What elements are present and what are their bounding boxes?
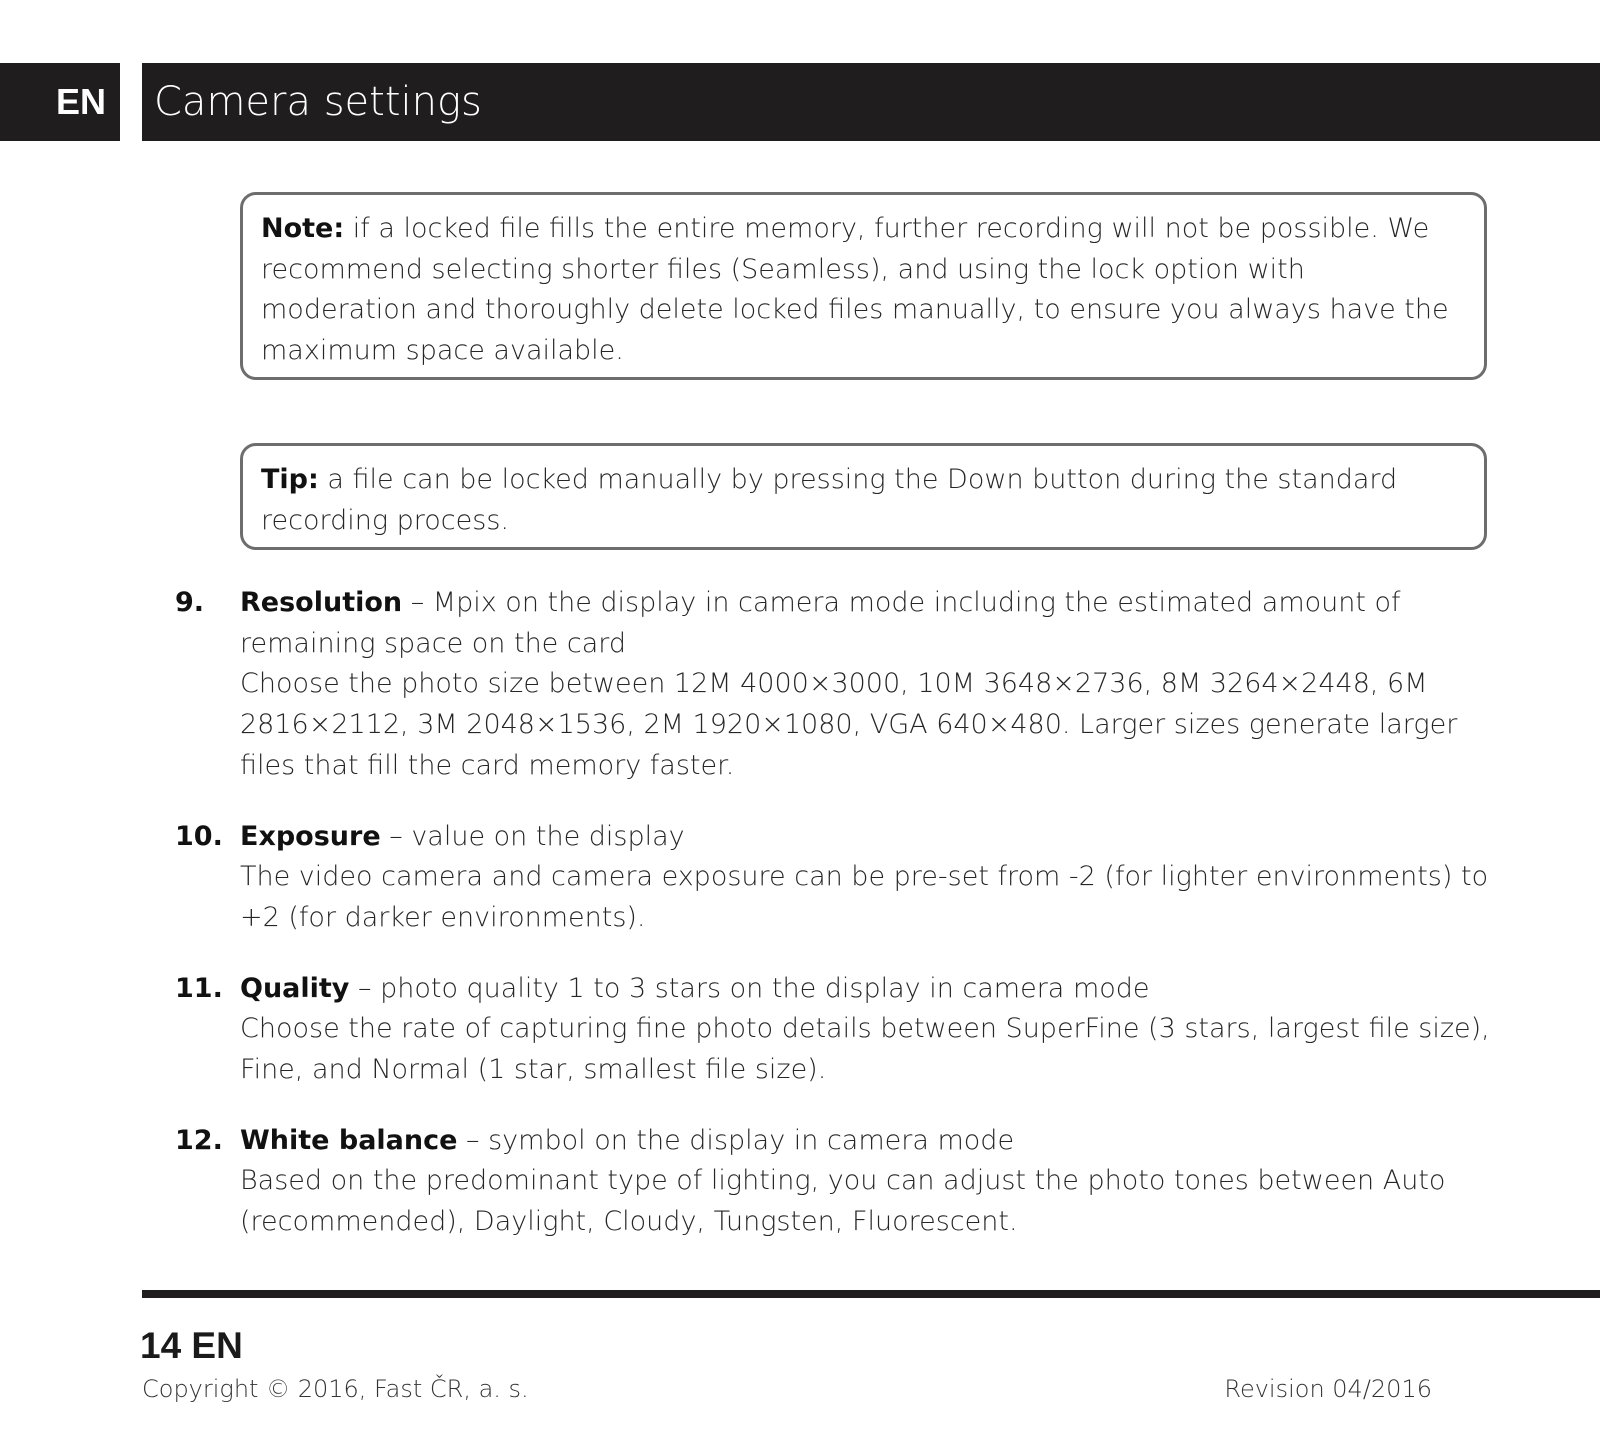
item-term: Quality [240,972,350,1004]
item-summary: – value on the display [380,820,685,852]
list-item-quality [175,969,1495,1091]
note-box [240,192,1487,380]
item-summary: – symbol on the display in camera mode [457,1124,1015,1156]
tip-box [240,443,1487,550]
list-item-resolution [175,583,1495,787]
item-term: Exposure [240,820,381,852]
item-summary: – photo quality 1 to 3 stars on the display in camera mode [349,972,1150,1004]
item-description: Choose the rate of capturing fine photo details between SuperFine (3 stars, largest file size), Fine, and Normal (1 star, smallest file size). [240,1013,1490,1086]
item-term: Resolution [240,587,403,618]
item-number: 11. [175,972,223,1004]
settings-list [175,583,1495,1273]
note-label: Note: [261,213,345,244]
copyright: Copyright © 2016, Fast ČR, a. s. [142,1375,529,1403]
item-number: 9. [175,587,205,618]
item-number: 10. [175,820,223,852]
item-term: White balance [240,1124,458,1156]
item-summary: – Mpix on the display in camera mode including the estimated amount of remaining space on the card [240,587,1401,659]
page-number: 14 EN [140,1325,243,1366]
item-description: Based on the predominant type of lighting, you can adjust the photo tones between Auto (recommended), Daylight, Cloudy, Tungsten, Fluorescent. [240,1165,1446,1238]
list-item-exposure [175,817,1495,939]
revision: Revision 04/2016 [1224,1375,1432,1403]
list-item-white-balance [175,1121,1495,1243]
tip-label: Tip: [261,464,319,495]
page-title: Camera settings [142,63,1600,141]
tip-text: a file can be locked manually by pressing the Down button during the standard recording process. [261,464,1398,536]
language-tab: EN [0,63,120,141]
footer-divider [142,1290,1600,1298]
item-description: Choose the photo size between 12M 4000×3000, 10M 3648×2736, 8M 3264×2448, 6M 2816×2112, 3M 2048×1536, 2M 1920×1080, VGA 640×480. Larger sizes generate larger files that fill the card memory faster. [240,668,1458,781]
note-text: if a locked file fills the entire memory, further recording will not be possible. We recommend selecting shorter files (Seamless), and using the lock option with moderation and thoroughly delete locked files manually, to ensure you always have the maximum space available. [261,213,1449,366]
item-description: The video camera and camera exposure can be pre-set from -2 (for lighter environments) to +2 (for darker environments). [240,861,1489,933]
item-number: 12. [175,1124,223,1156]
